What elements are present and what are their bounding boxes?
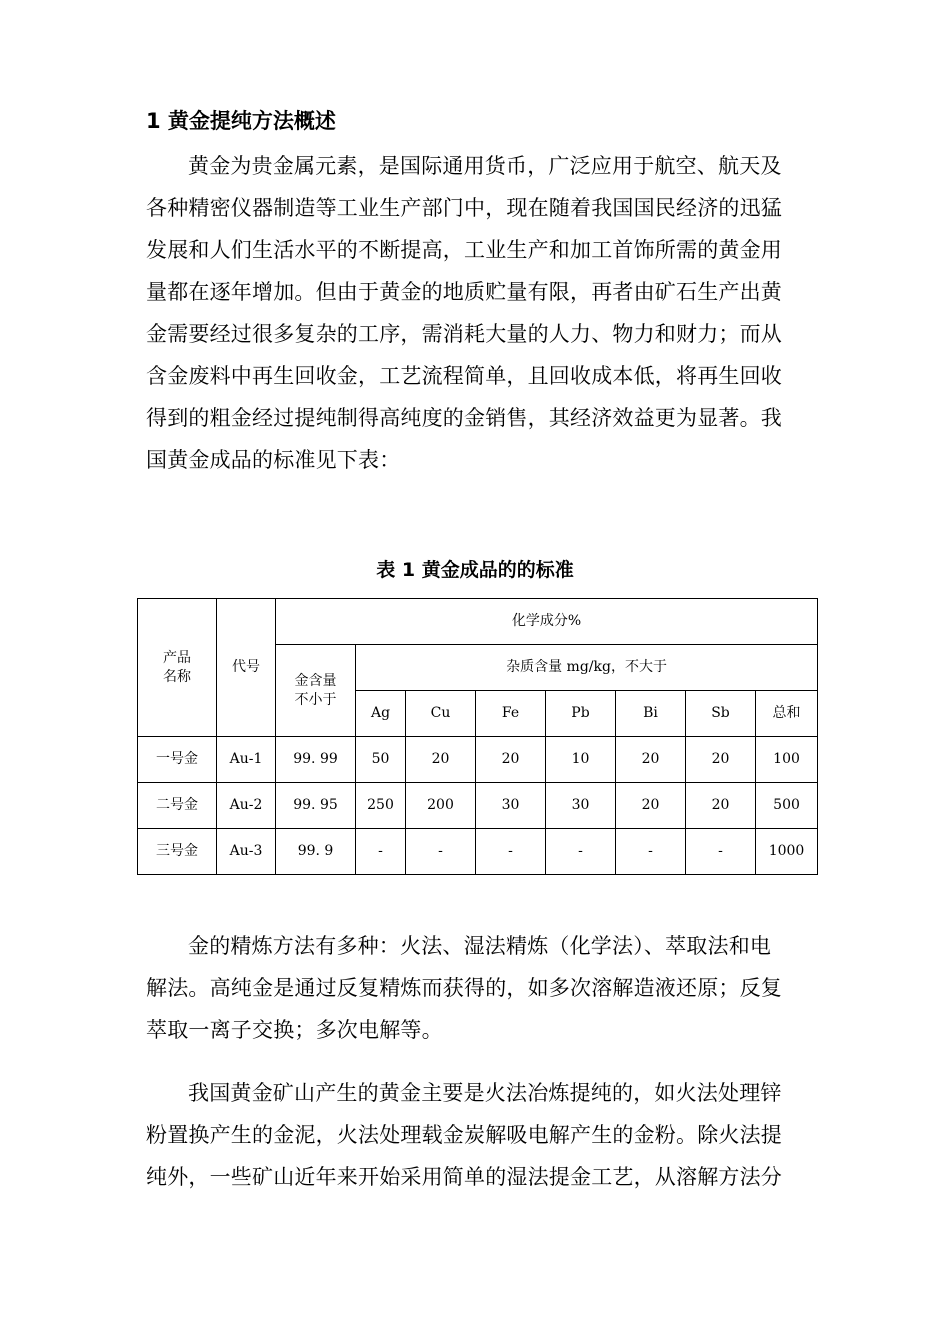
table-cell: 99. 95 [276, 783, 356, 829]
header-element: Fe [476, 691, 546, 737]
gold-standard-table [137, 598, 818, 875]
table-row [138, 783, 818, 829]
table-cell: - [406, 829, 476, 875]
paragraph-line: 金需要经过很多复杂的工序，需消耗大量的人力、物力和财力；而从 [146, 322, 782, 346]
table-cell: - [686, 829, 756, 875]
paragraph-intro [146, 145, 818, 481]
table-caption: 表 1 黄金成品的的标准 [376, 559, 574, 581]
table-cell: 1000 [756, 829, 818, 875]
table-cell: 100 [756, 737, 818, 783]
table-cell: 20 [686, 737, 756, 783]
section-heading: 1 黄金提纯方法概述 [146, 109, 336, 133]
table-cell: 500 [756, 783, 818, 829]
table-cell: 50 [356, 737, 406, 783]
paragraph-line: 发展和人们生活水平的不断提高，工业生产和加工首饰所需的黄金用 [146, 238, 782, 262]
paragraph-line: 各种精密仪器制造等工业生产部门中，现在随着我国国民经济的迅猛 [146, 196, 782, 220]
table-cell: - [546, 829, 616, 875]
table-cell: 20 [616, 783, 686, 829]
paragraph-line: 我国黄金矿山产生的黄金主要是火法冶炼提纯的，如火法处理锌 [188, 1081, 782, 1105]
table-row [138, 829, 818, 875]
header-element: 总和 [756, 691, 818, 737]
table-cell: Au-2 [217, 783, 276, 829]
paragraph-line: 黄金为贵金属元素，是国际通用货币，广泛应用于航空、航天及 [188, 154, 782, 178]
table-cell: 二号金 [138, 783, 217, 829]
table-cell: 20 [686, 783, 756, 829]
table-cell: Au-3 [217, 829, 276, 875]
paragraph-line: 国黄金成品的标准见下表： [146, 448, 401, 472]
header-element: Bi [616, 691, 686, 737]
table-cell: - [476, 829, 546, 875]
header-gold-content: 金含量 不小于 [276, 645, 356, 737]
paragraph-mine-practice [146, 1072, 818, 1198]
table-row [138, 737, 818, 783]
header-chemical-composition: 化学成分% [276, 599, 818, 645]
paragraph-line: 纯外，一些矿山近年来开始采用简单的湿法提金工艺，从溶解方法分 [146, 1165, 782, 1189]
header-element: Sb [686, 691, 756, 737]
table-cell: 250 [356, 783, 406, 829]
table-cell: 99. 99 [276, 737, 356, 783]
paragraph-refining-methods [146, 925, 818, 1051]
table-cell: Au-1 [217, 737, 276, 783]
table-cell: 三号金 [138, 829, 217, 875]
paragraph-line: 解法。高纯金是通过反复精炼而获得的，如多次溶解造液还原；反复 [146, 976, 782, 1000]
paragraph-line: 粉置换产生的金泥，火法处理载金炭解吸电解产生的金粉。除火法提 [146, 1123, 782, 1147]
table-cell: - [356, 829, 406, 875]
table-cell: 99. 9 [276, 829, 356, 875]
header-impurity-content: 杂质含量 mg/kg，不大于 [356, 645, 818, 691]
header-element: Cu [406, 691, 476, 737]
table-cell: 20 [476, 737, 546, 783]
table-cell: 200 [406, 783, 476, 829]
table-cell: 一号金 [138, 737, 217, 783]
paragraph-line: 萃取一离子交换；多次电解等。 [146, 1018, 443, 1042]
header-element: Ag [356, 691, 406, 737]
table-header-row [138, 599, 818, 645]
paragraph-line: 金的精炼方法有多种：火法、湿法精炼（化学法）、萃取法和电 [188, 934, 772, 958]
header-element: Pb [546, 691, 616, 737]
paragraph-line: 得到的粗金经过提纯制得高纯度的金销售，其经济效益更为显著。我 [146, 406, 782, 430]
table-cell: 20 [616, 737, 686, 783]
paragraph-line: 含金废料中再生回收金，工艺流程简单，且回收成本低，将再生回收 [146, 364, 782, 388]
table-cell: 30 [546, 783, 616, 829]
table-cell: 10 [546, 737, 616, 783]
table-cell: - [616, 829, 686, 875]
table-cell: 20 [406, 737, 476, 783]
paragraph-line: 量都在逐年增加。但由于黄金的地质贮量有限，再者由矿石生产出黄 [146, 280, 782, 304]
header-product-name: 产品 名称 [138, 599, 217, 737]
header-code: 代号 [217, 599, 276, 737]
table-cell: 30 [476, 783, 546, 829]
